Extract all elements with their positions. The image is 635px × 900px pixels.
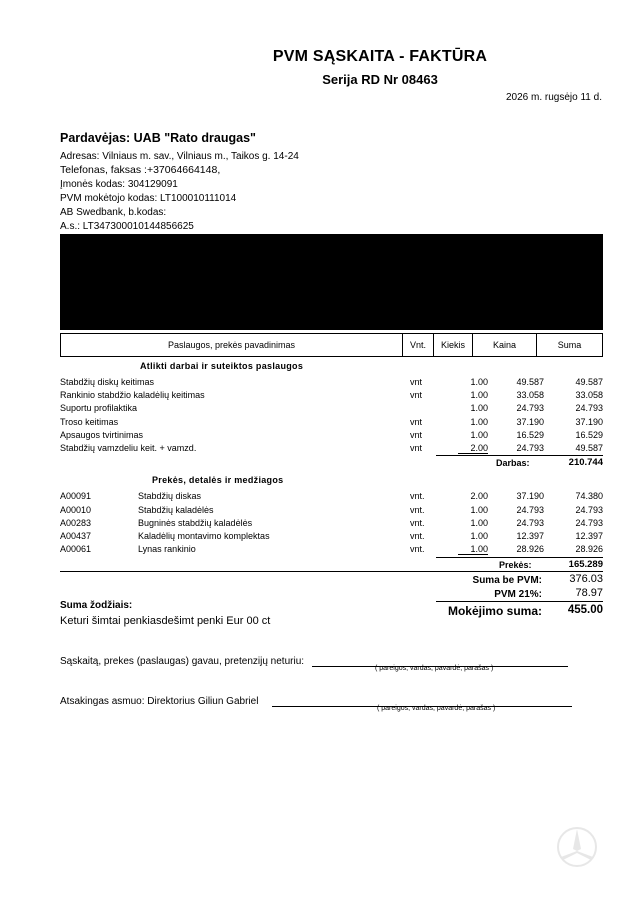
item-sum: 33.058 <box>575 390 603 400</box>
item-sum: 24.793 <box>575 518 603 528</box>
item-sum: 37.190 <box>575 417 603 427</box>
item-qty: 1.00 <box>470 505 488 515</box>
item-name: Suportu profilaktika <box>60 403 138 413</box>
item-price: 12.397 <box>516 531 544 541</box>
service-row <box>60 390 603 403</box>
goods-section-title: Prekės, detalės ir medžiagos <box>152 475 284 485</box>
goods-subtotal-line <box>436 557 603 558</box>
item-name: Apsaugos tvirtinimas <box>60 430 144 440</box>
seller-bank: AB Swedbank, b.kodas: <box>60 207 167 218</box>
item-name: Stabdžių vamzdeliu keit. + vamzd. <box>60 443 197 453</box>
services-total-label: Darbas: <box>496 458 530 468</box>
item-code: A00437 <box>60 531 92 541</box>
invoice-series-number: Serija RD Nr 08463 <box>322 72 438 87</box>
goods-row <box>60 491 603 504</box>
item-name: Troso keitimas <box>60 417 119 427</box>
services-section-title: Atlikti darbai ir suteiktos paslaugos <box>140 361 304 371</box>
item-unit: vnt. <box>410 531 425 541</box>
services-total-value: 210.744 <box>568 457 603 468</box>
watermark-logo-icon <box>555 825 599 869</box>
item-unit: vnt <box>410 430 423 440</box>
vat-value: 78.97 <box>575 587 603 599</box>
service-row <box>60 403 603 416</box>
item-qty: 1.00 <box>470 518 488 528</box>
item-qty: 1.00 <box>458 544 488 555</box>
received-statement: Sąskaitą, prekes (paslaugas) gavau, pretenzijų neturiu: <box>60 656 305 667</box>
service-row <box>60 377 603 390</box>
invoice-date: 2026 m. rugsėjo 11 d. <box>506 92 602 103</box>
item-unit: vnt. <box>410 491 425 501</box>
item-unit: vnt. <box>410 544 425 554</box>
goods-total-label: Prekės: <box>499 560 532 570</box>
table-bottom-line <box>60 571 603 572</box>
redacted-buyer-block <box>60 234 603 330</box>
item-name: Stabdžių diskų keitimas <box>60 377 155 387</box>
item-code: A00010 <box>60 505 92 515</box>
item-price: 49.587 <box>516 377 544 387</box>
goods-row <box>60 531 603 544</box>
sum-in-words-text: Keturi šimtai penkiasdešimt penki Eur 00 ct <box>60 615 271 627</box>
item-qty: 2.00 <box>470 491 488 501</box>
item-qty: 1.00 <box>470 377 488 387</box>
item-qty: 1.00 <box>470 417 488 427</box>
item-price: 33.058 <box>516 390 544 400</box>
item-price: 24.793 <box>516 505 544 515</box>
item-name: Lynas rankinio <box>138 544 196 554</box>
total-no-vat-value: 376.03 <box>569 573 603 585</box>
item-sum: 24.793 <box>575 505 603 515</box>
item-sum: 28.926 <box>575 544 603 554</box>
seller-vat-code: PVM mokėtojo kodas: LT100010111014 <box>60 193 237 204</box>
item-qty: 1.00 <box>470 430 488 440</box>
vat-label: PVM 21%: <box>494 589 542 600</box>
seller-phone: Telefonas, faksas :+37064664148, <box>60 164 221 176</box>
services-subtotal-line <box>436 455 603 456</box>
responsible-signature-caption: ( pareigos, vardas, pavardė, parašas ) <box>377 705 496 712</box>
service-row <box>60 430 603 443</box>
item-name: Bugninės stabdžių kaladėlės <box>138 518 253 528</box>
document-title: PVM SĄSKAITA - FAKTŪRA <box>272 48 488 65</box>
item-unit: vnt <box>410 417 423 427</box>
goods-row <box>60 518 603 531</box>
item-code: A00091 <box>60 491 92 501</box>
item-name: Stabdžių kaladėlės <box>138 505 214 515</box>
col-header-name: Paslaugos, prekės pavadinimas <box>61 334 403 357</box>
item-sum: 49.587 <box>575 377 603 387</box>
item-price: 37.190 <box>516 417 544 427</box>
responsible-person: Atsakingas asmuo: Direktorius Giliun Gabriel <box>60 696 259 707</box>
item-unit: vnt <box>410 377 423 387</box>
item-sum: 24.793 <box>575 403 603 413</box>
item-price: 28.926 <box>516 544 544 554</box>
item-qty: 1.00 <box>470 390 488 400</box>
goods-row <box>60 505 603 518</box>
item-unit: vnt. <box>410 505 425 515</box>
sum-in-words-label: Suma žodžiais: <box>60 600 133 611</box>
goods-total-value: 165.289 <box>568 559 603 570</box>
goods-row <box>60 544 603 557</box>
payment-total-label: Mokėjimo suma: <box>447 604 542 618</box>
item-sum: 49.587 <box>575 443 603 453</box>
col-header-sum: Suma <box>537 334 603 357</box>
item-sum: 16.529 <box>575 430 603 440</box>
service-row <box>60 417 603 430</box>
item-name: Kaladėlių montavimo komplektas <box>138 531 270 541</box>
item-sum: 12.397 <box>575 531 603 541</box>
item-price: 16.529 <box>516 430 544 440</box>
seller-account: A.s.: LT347300010144856625 <box>60 221 194 232</box>
item-price: 37.190 <box>516 491 544 501</box>
item-sum: 74.380 <box>575 491 603 501</box>
received-signature-caption: ( pareigos, vardas, pavardė, parašas ) <box>375 665 494 672</box>
item-unit: vnt <box>410 390 423 400</box>
items-table-header <box>60 333 603 357</box>
totals-line <box>436 601 603 602</box>
item-qty: 2.00 <box>458 443 488 454</box>
item-unit: vnt <box>410 443 423 453</box>
item-name: Rankinio stabdžio kaladėlių keitimas <box>60 390 205 400</box>
col-header-price: Kaina <box>473 334 537 357</box>
item-price: 24.793 <box>516 443 544 453</box>
total-no-vat-label: Suma be PVM: <box>472 575 542 586</box>
col-header-qty: Kiekis <box>434 334 473 357</box>
item-price: 24.793 <box>516 403 544 413</box>
item-qty: 1.00 <box>470 403 488 413</box>
item-qty: 1.00 <box>470 531 488 541</box>
item-name: Stabdžių diskas <box>138 491 202 501</box>
payment-total-value: 455.00 <box>567 604 603 616</box>
seller-company-code: Įmonės kodas: 304129091 <box>60 179 178 190</box>
seller-name: Pardavėjas: UAB "Rato draugas" <box>60 131 256 145</box>
item-price: 24.793 <box>516 518 544 528</box>
col-header-unit: Vnt. <box>403 334 434 357</box>
item-code: A00283 <box>60 518 92 528</box>
item-unit: vnt. <box>410 518 425 528</box>
item-code: A00061 <box>60 544 92 554</box>
seller-address: Adresas: Vilniaus m. sav., Vilniaus m., Taikos g. 14-24 <box>60 151 299 162</box>
